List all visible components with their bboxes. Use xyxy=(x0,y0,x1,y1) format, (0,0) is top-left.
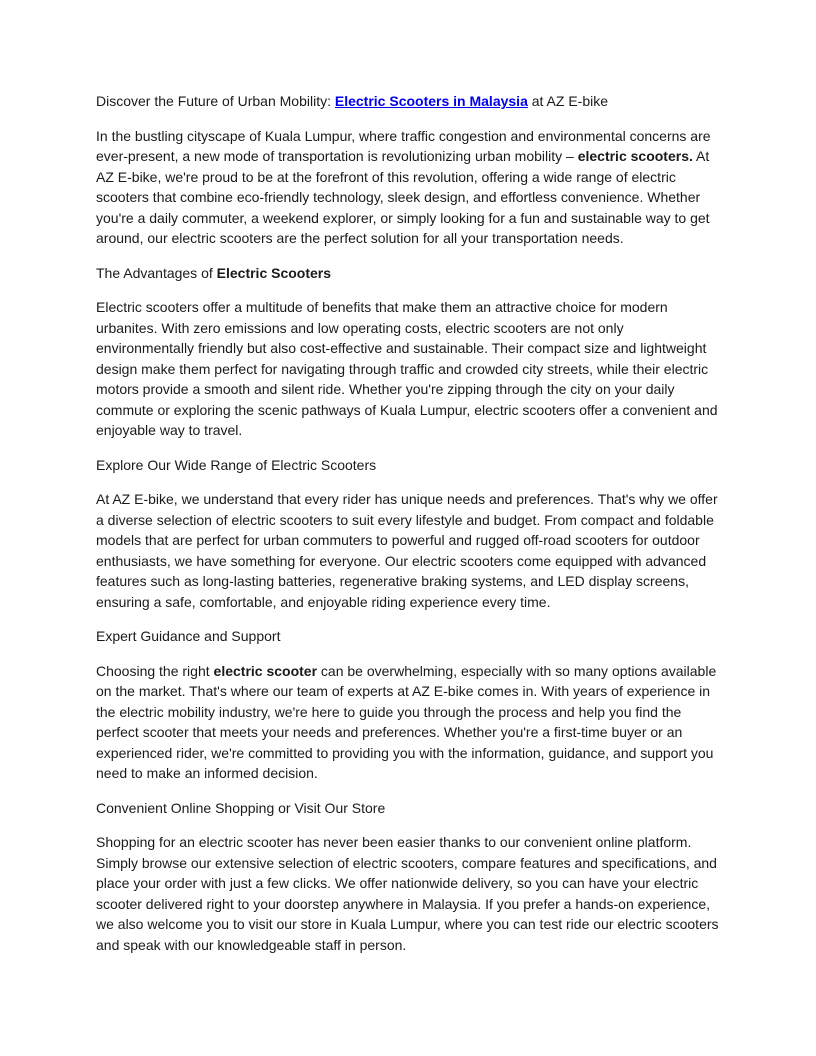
document-body xyxy=(96,91,720,969)
text-run: Expert Guidance and Support xyxy=(96,628,281,644)
text-run: electric scooters. xyxy=(577,148,693,164)
text-run: Electric scooters offer a multitude of benefits that make them an attractive choice for modern urbanites. With zero emissions and low operating costs, electric scooters are not only environmentally friendly but also cost-effective and sustainable. Their compact size and lightweight design make them perfect for navigating through traffic and crowded city streets, while their electric motors provide a smooth and silent ride. Whether you're zipping through the city on your daily commute or exploring the scenic pathways of Kuala Lumpur, electric scooters offer a convenient and enjoyable way to travel. xyxy=(96,299,718,438)
text-run: At AZ E-bike, we're proud to be at the forefront of this revolution, offering a wide range of electric scooters that combine eco-friendly technology, sleek design, and effortless convenience. Whether you're a daily commuter, a weekend explorer, or simply looking for a fun and sustainable way to get around, our electric scooters are the perfect solution for all your transportation needs. xyxy=(96,148,710,246)
online-shopping-paragraph xyxy=(96,832,720,955)
advantages-paragraph xyxy=(96,297,720,441)
text-run: Shopping for an electric scooter has never been easier thanks to our convenient online platform. Simply browse our extensive selection of electric scooters, compare features and specifications, and place your order with just a few clicks. We offer nationwide delivery, so you can have your electric scooter delivered right to your doorstep anywhere in Malaysia. If you prefer a hands-on experience, we also welcome you to visit our store in Kuala Lumpur, where you can test ride our electric scooters and speak with our knowledgeable staff in person. xyxy=(96,834,719,953)
text-run: can be overwhelming, especially with so many options available on the market. That's where our team of experts at AZ E-bike comes in. With years of experience in the electric mobility industry, we're here to guide you through the process and help you find the perfect scooter that meets your needs and preferences. Whether you're a first-time buyer or an experienced rider, we're committed to providing you with the information, guidance, and support you need to make an informed decision. xyxy=(96,662,717,781)
text-run: Choosing the right xyxy=(96,662,214,679)
text-run: The Advantages of xyxy=(96,264,217,281)
text-run: Explore Our Wide Range of Electric Scooters xyxy=(96,456,377,473)
heading-online-shopping xyxy=(96,798,720,819)
text-run: At AZ E-bike, we understand that every rider has unique needs and preferences. That's why we offer a diverse selection of electric scooters to suit every lifestyle and budget. From compact and foldable models that are perfect for urban commuters to powerful and rugged off-road scooters for outdoor enthusiasts, we have something for everyone. Our electric scooters come equipped with advanced features such as long-lasting batteries, regenerative braking systems, and LED display screens, ensuring a safe, comfortable, and enjoyable riding experience every time. xyxy=(96,491,718,610)
explore-range-paragraph xyxy=(96,489,720,612)
text-run: at AZ E-bike xyxy=(527,93,609,109)
heading-expert-guidance xyxy=(96,626,720,647)
heading-advantages xyxy=(96,263,720,284)
text-run: Convenient Online Shopping or Visit Our Store xyxy=(96,799,386,816)
heading-explore-range xyxy=(96,455,720,476)
expert-guidance-paragraph xyxy=(96,661,720,784)
text-run: Discover the Future of Urban Mobility: xyxy=(96,93,335,109)
title xyxy=(96,91,720,112)
link-electric-scooters-in-malaysia[interactable]: Electric Scooters in Malaysia xyxy=(334,93,528,109)
text-run: In the bustling cityscape of Kuala Lumpur, where traffic congestion and environmental concerns are ever-present, a new mode of transportation is revolutionizing urban mobility – xyxy=(96,127,711,164)
text-run: Electric Scooters xyxy=(216,264,332,281)
intro-paragraph xyxy=(96,126,720,249)
text-run: electric scooter xyxy=(213,662,318,679)
